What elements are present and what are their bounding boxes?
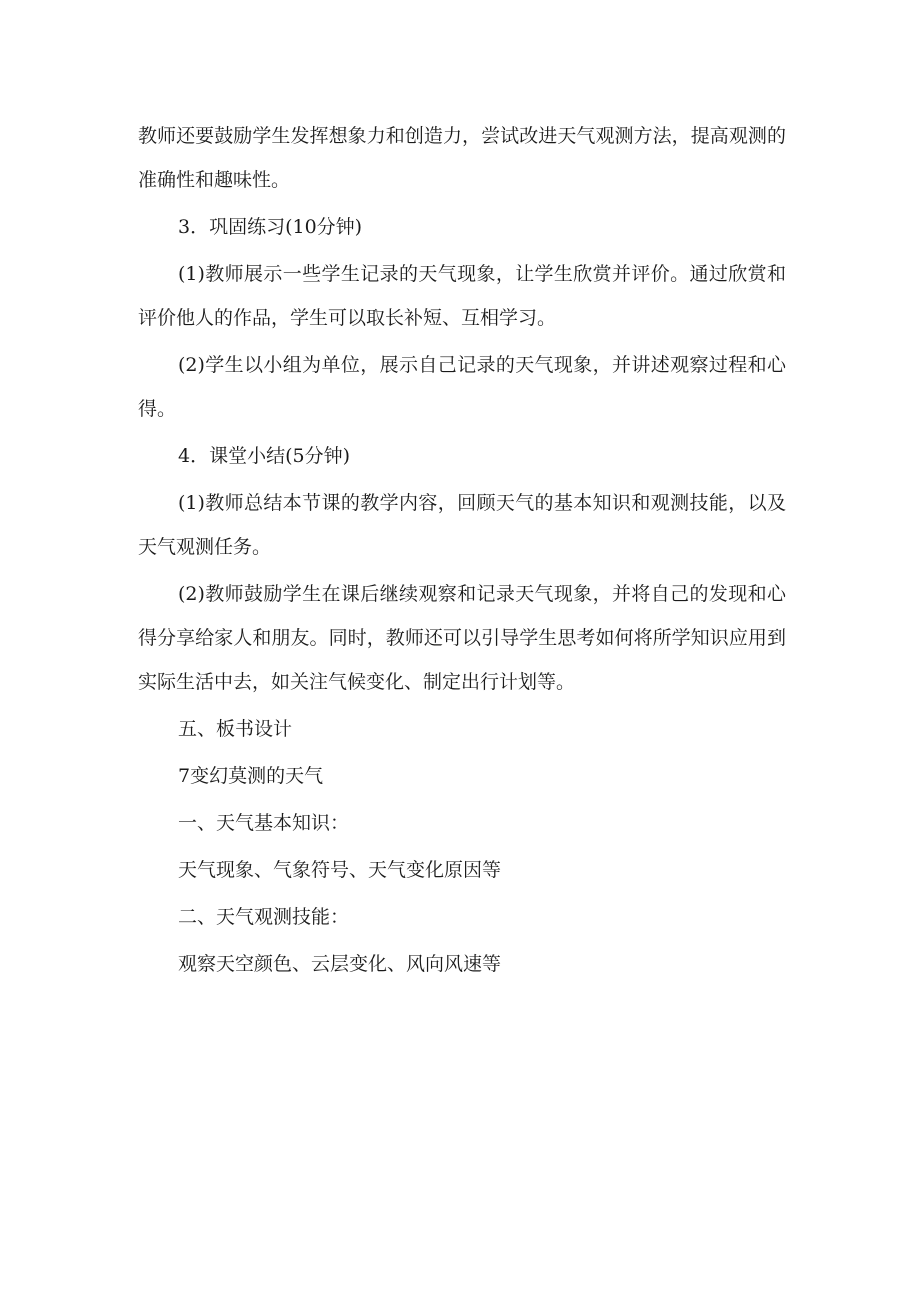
board-section-1-content: 天气现象、气象符号、天气变化原因等	[178, 859, 502, 881]
board-title: 7变幻莫测的天气	[178, 765, 324, 787]
paragraph-summary-1: (1)教师总结本节课的教学内容，回顾天气的基本知识和观测技能，以及天气观测任务。	[138, 492, 786, 558]
board-section-1-heading: 一、天气基本知识：	[178, 812, 350, 834]
board-section-2-heading: 二、天气观测技能：	[178, 906, 350, 928]
board-section-2-content: 观察天空颜色、云层变化、风向风速等	[178, 953, 502, 975]
document-body	[138, 114, 786, 989]
paragraph-practice-2: (2)学生以小组为单位，展示自己记录的天气现象，并讲述观察过程和心得。	[138, 354, 786, 420]
paragraph-practice-1: (1)教师展示一些学生记录的天气现象，让学生欣赏并评价。通过欣赏和评价他人的作品，学生可以取长补短、互相学习。	[138, 263, 786, 329]
paragraph-continuation: 教师还要鼓励学生发挥想象力和创造力，尝试改进天气观测方法，提高观测的准确性和趣味性。	[138, 125, 786, 191]
paragraph-summary-2: (2)教师鼓励学生在课后继续观察和记录天气现象，并将自己的发现和心得分享给家人和朋友。同时，教师还可以引导学生思考如何将所学知识应用到实际生活中去，如关注气候变化、制定出行计划等。	[138, 583, 786, 693]
heading-board-design: 五、板书设计	[178, 718, 293, 740]
heading-class-summary: 4．课堂小结(5分钟)	[178, 445, 351, 467]
heading-consolidation-practice: 3．巩固练习(10分钟)	[178, 216, 363, 238]
